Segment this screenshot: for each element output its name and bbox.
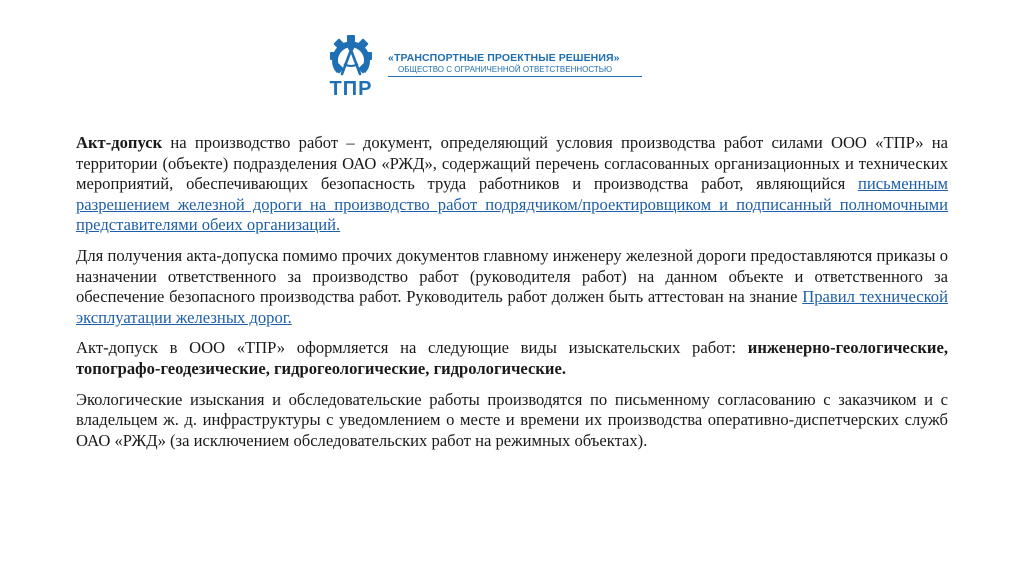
company-legal-form: ОБЩЕСТВО С ОГРАНИЧЕННОЙ ОТВЕТСТВЕННОСТЬЮ <box>398 65 613 74</box>
work-types-list: инженерно-геологические, топографо-геодезические, гидрогеологические, гидрологические. <box>76 338 948 378</box>
document-body <box>76 133 948 461</box>
header-divider <box>388 76 642 77</box>
company-name: «ТРАНСПОРТНЫЕ ПРОЕКТНЫЕ РЕШЕНИЯ» <box>388 52 620 64</box>
term-act-admission: Акт-допуск <box>76 133 163 152</box>
paragraph-act-definition <box>76 133 948 236</box>
paragraph-obtaining-act <box>76 246 948 328</box>
link-written-permission[interactable]: письменным разрешением железной дороги на производство работ подрядчиком/проектировщиком и подписанный полномочными представителями обеих организаций. <box>76 174 948 235</box>
link-technical-rules[interactable]: Правил технической эксплуатации железных дорог. <box>76 287 948 327</box>
company-header <box>322 34 652 104</box>
paragraph-text: Для получения акта-допуска помимо прочих документов главному инженеру железной дороги предоставляются приказы о назначении ответственного за производство работ (руководителя работ) на данном объекте и ответственного за обеспечение безопасного производства работ. Руководитель работ должен быть аттестован на знание <box>76 245 948 307</box>
paragraph-ecological-surveys <box>76 390 948 452</box>
paragraph-text: Акт-допуск в ООО «ТПР» оформляется на следующие виды изыскательских работ: <box>76 338 748 358</box>
logo-text: ТПР <box>329 78 373 100</box>
gear-compass-logo-icon <box>322 34 380 80</box>
paragraph-text: на производство работ – документ, определяющий условия производства работ силами ООО «ТПР» на территории (объекте) подразделения ОАО «РЖД», содержащий перечень согласованных организационных и технических мероприятий, обеспечивающих безопасность труда работников и производства работ, являющийся <box>76 133 948 194</box>
company-info <box>388 52 644 77</box>
company-logo <box>322 34 380 102</box>
paragraph-text: Экологические изыскания и обследовательские работы производятся по письменному согласованию с заказчиком и с владельцем ж. д. инфраструктуры с уведомлением о месте и времени их производства оперативно-диспетчерских служб ОАО «РЖД» (за исключением обследовательских работ на режимных объектах). <box>76 389 948 450</box>
paragraph-work-types <box>76 338 948 379</box>
